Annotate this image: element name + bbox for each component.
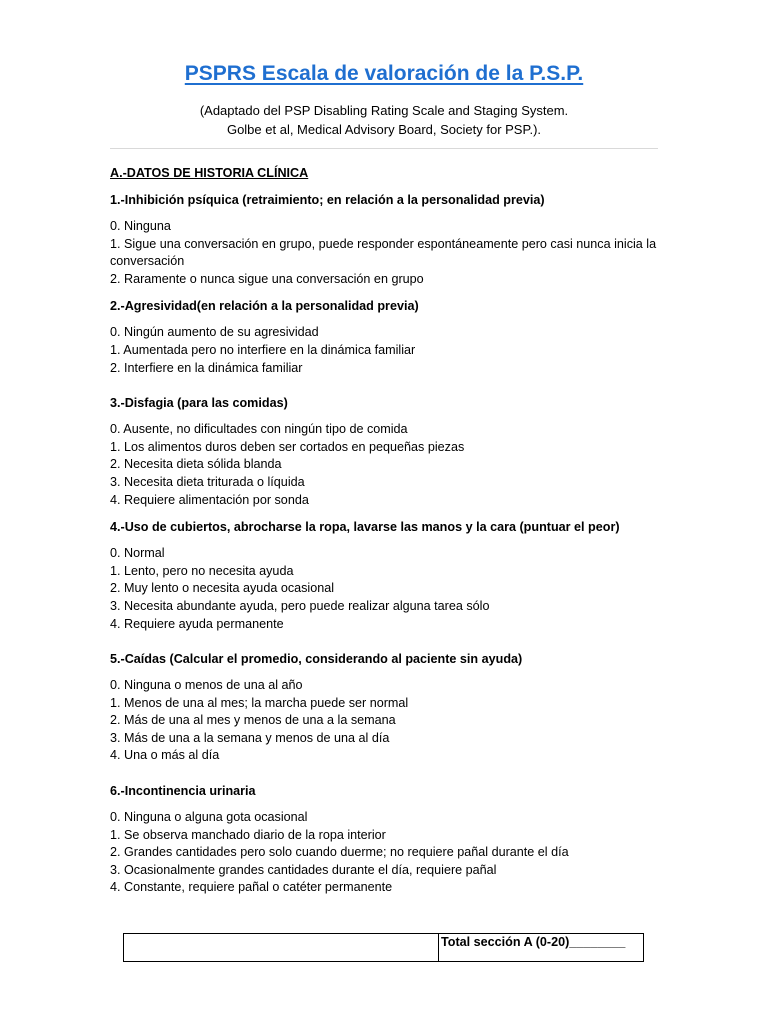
question-2 bbox=[110, 298, 670, 377]
total-blank-cell[interactable] bbox=[124, 934, 439, 961]
option-item: 4. Una o más al día bbox=[110, 748, 220, 763]
document-title: PSPRS Escala de valoración de la P.S.P. bbox=[184, 62, 584, 85]
option-item: 1. Sigue una conversación en grupo, puede responder espontáneamente pero casi nunca inicia la conversación bbox=[110, 236, 657, 269]
option-item: 0. Ninguna bbox=[110, 219, 171, 233]
option-item: 2. Grandes cantidades pero solo cuando duerme; no requiere pañal durante el día bbox=[110, 845, 569, 860]
question-1 bbox=[110, 192, 670, 288]
subtitle-line-1: (Adaptado del PSP Disabling Rating Scale and Staging System. bbox=[199, 103, 569, 118]
divider bbox=[110, 148, 658, 149]
option-item: 3. Necesita abundante ayuda, pero puede realizar alguna tarea sólo bbox=[110, 598, 490, 613]
option-item: 3. Ocasionalmente grandes cantidades durante el día, requiere pañal bbox=[110, 862, 497, 877]
option-item: 4. Requiere alimentación por sonda bbox=[110, 492, 309, 507]
question-heading: 5.-Caídas (Calcular el promedio, considerando al paciente sin ayuda) bbox=[110, 652, 523, 667]
option-item: 2. Raramente o nunca sigue una conversación en grupo bbox=[110, 271, 424, 286]
option-item: 2. Necesita dieta sólida blanda bbox=[110, 457, 282, 472]
option-item: 3. Necesita dieta triturada o líquida bbox=[110, 474, 305, 489]
option-item: 2. Muy lento o necesita ayuda ocasional bbox=[110, 581, 335, 596]
option-item: 0. Ninguna o menos de una al año bbox=[110, 678, 303, 693]
option-item: 4. Constante, requiere pañal o catéter permanente bbox=[110, 880, 393, 895]
option-item: 3. Más de una a la semana y menos de una al día bbox=[110, 730, 390, 745]
option-item: 1. Se observa manchado diario de la ropa interior bbox=[110, 827, 386, 842]
question-3 bbox=[110, 395, 670, 509]
option-item: 1. Los alimentos duros deben ser cortados en pequeñas piezas bbox=[110, 439, 465, 454]
question-heading: 6.-Incontinencia urinaria bbox=[110, 784, 256, 799]
option-item: 2. Interfiere en la dinámica familiar bbox=[110, 360, 303, 375]
option-item: 0. Ninguna o alguna gota ocasional bbox=[110, 810, 308, 825]
question-5 bbox=[110, 651, 670, 765]
option-item: 1. Aumentada pero no interfiere en la dinámica familiar bbox=[110, 342, 416, 357]
subtitle-line-2: Golbe et al, Medical Advisory Board, Society for PSP.). bbox=[226, 122, 542, 137]
total-section-a-label: Total sección A (0-20)________ bbox=[441, 935, 626, 949]
question-heading: 2.-Agresividad(en relación a la personalidad previa) bbox=[110, 299, 419, 314]
section-heading: A.-DATOS DE HISTORIA CLÍNICA bbox=[110, 166, 309, 180]
document-subtitle bbox=[0, 101, 768, 139]
question-heading: 1.-Inhibición psíquica (retraimiento; en relación a la personalidad previa) bbox=[110, 193, 545, 207]
total-table bbox=[123, 933, 644, 962]
option-item: 1. Lento, pero no necesita ayuda bbox=[110, 563, 294, 578]
option-item: 4. Requiere ayuda permanente bbox=[110, 616, 284, 631]
question-4 bbox=[110, 519, 670, 633]
question-6 bbox=[110, 783, 670, 897]
option-item: 2. Más de una al mes y menos de una a la semana bbox=[110, 713, 396, 728]
option-item: 0. Ausente, no dificultades con ningún tipo de comida bbox=[110, 422, 408, 437]
section-a bbox=[110, 165, 670, 907]
option-item: 0. Normal bbox=[110, 546, 165, 561]
question-heading: 3.-Disfagia (para las comidas) bbox=[110, 396, 288, 411]
question-heading: 4.-Uso de cubiertos, abrocharse la ropa, lavarse las manos y la cara (puntuar el peor) bbox=[110, 520, 620, 535]
option-item: 0. Ningún aumento de su agresividad bbox=[110, 325, 319, 340]
option-item: 1. Menos de una al mes; la marcha puede ser normal bbox=[110, 695, 409, 710]
